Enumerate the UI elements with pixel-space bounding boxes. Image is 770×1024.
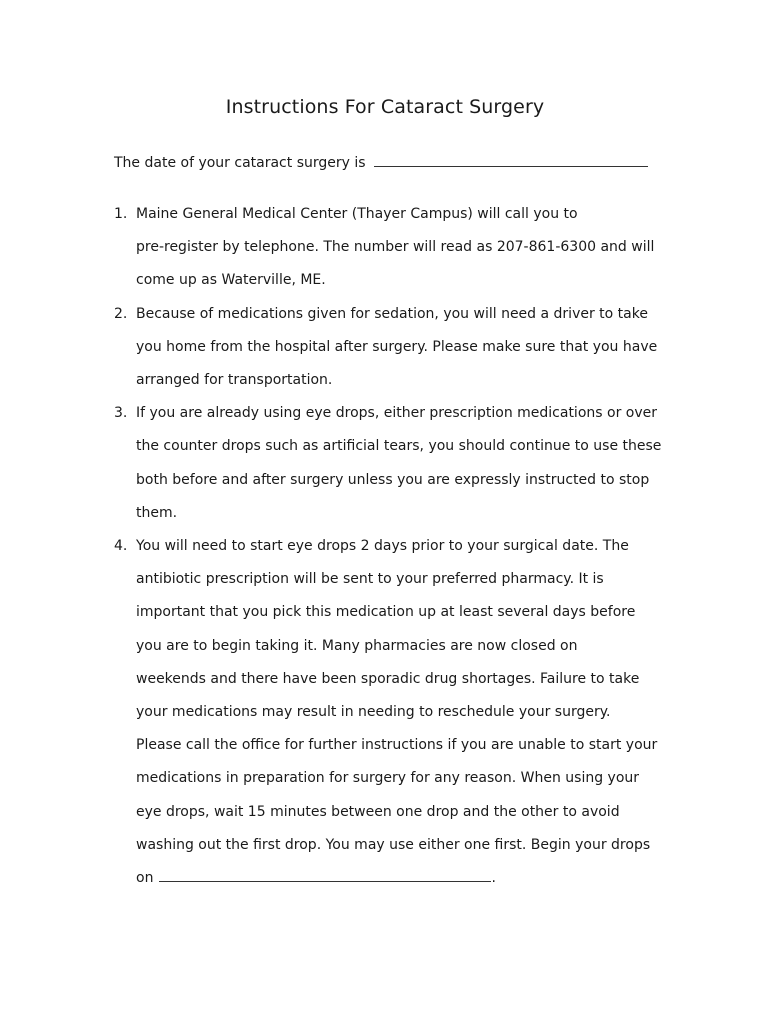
item-line: both before and after surgery unless you are expressly instructed to stop <box>136 471 650 488</box>
item-line: eye drops, wait 15 minutes between one drop and the other to avoid <box>136 803 620 820</box>
surgery-date-label: The date of your cataract surgery is <box>114 155 366 171</box>
item-line: important that you pick this medication up at least several days before <box>136 604 636 621</box>
item-number: 2. <box>114 305 128 322</box>
drops-start-suffix: . <box>491 870 496 887</box>
surgery-date-blank <box>374 165 648 167</box>
item-line: the counter drops such as artificial tears, you should continue to use these <box>136 438 662 455</box>
item-line: pre-register by telephone. The number will read as 207-861-6300 and will <box>136 239 655 256</box>
drops-start-line <box>136 862 684 895</box>
drops-start-prefix: on <box>136 870 154 887</box>
document-title: Instructions For Cataract Surgery <box>225 96 545 118</box>
item-number: 1. <box>114 206 128 222</box>
surgery-date-line <box>114 155 648 171</box>
item-line: If you are already using eye drops, either prescription medications or over <box>136 405 657 422</box>
list-item <box>114 530 684 895</box>
item-line: Maine General Medical Center (Thayer Campus) will call you to <box>136 206 578 222</box>
instructions-list <box>114 198 684 895</box>
item-line: you home from the hospital after surgery. Please make sure that you have <box>136 338 658 355</box>
list-item <box>114 298 684 398</box>
item-line: antibiotic prescription will be sent to your preferred pharmacy. It is <box>136 571 604 588</box>
list-item <box>114 198 684 298</box>
item-number: 3. <box>114 405 128 422</box>
item-line: you are to begin taking it. Many pharmacies are now closed on <box>136 637 578 654</box>
item-line: You will need to start eye drops 2 days prior to your surgical date. The <box>136 538 629 555</box>
item-line: your medications may result in needing to reschedule your surgery. <box>136 704 611 721</box>
list-item <box>114 397 684 530</box>
item-number: 4. <box>114 538 128 555</box>
item-line: come up as Waterville, ME. <box>136 272 326 289</box>
item-line: Please call the office for further instructions if you are unable to start your <box>136 737 658 754</box>
item-line: weekends and there have been sporadic drug shortages. Failure to take <box>136 670 640 687</box>
drops-start-blank <box>159 880 491 882</box>
item-line: medications in preparation for surgery for any reason. When using your <box>136 770 640 787</box>
item-line: arranged for transportation. <box>136 372 333 389</box>
item-line: Because of medications given for sedation, you will need a driver to take <box>136 305 648 322</box>
item-line: washing out the first drop. You may use either one first. Begin your drops <box>136 836 651 853</box>
item-line: them. <box>136 504 178 521</box>
